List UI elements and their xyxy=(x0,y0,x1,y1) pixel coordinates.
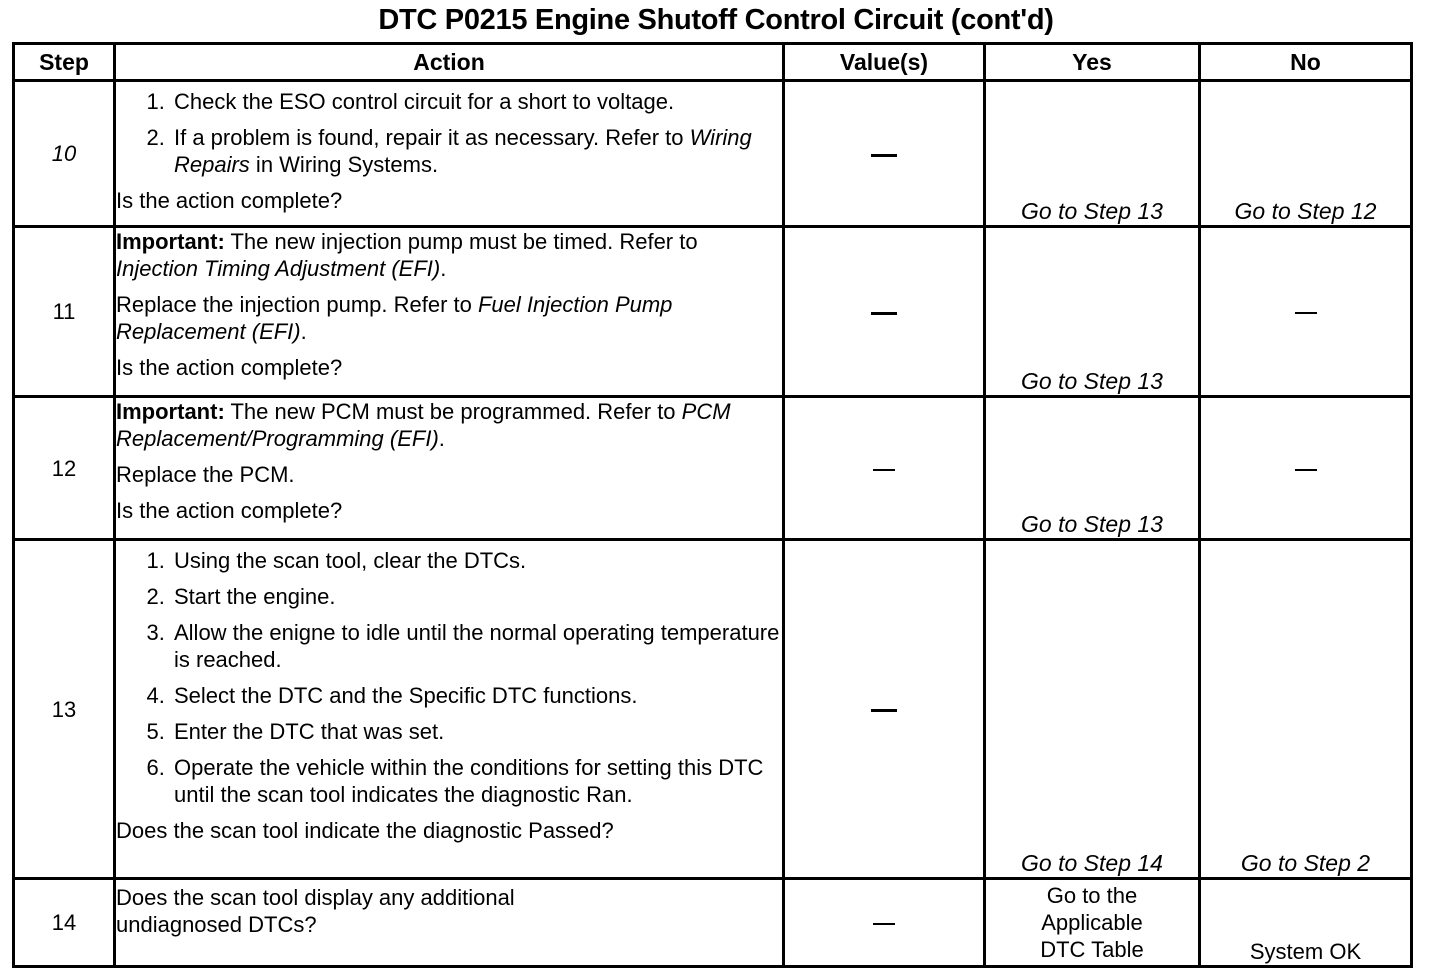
no-dash xyxy=(1295,312,1317,314)
value-cell xyxy=(784,397,985,540)
question-text: Is the action complete? xyxy=(116,355,343,380)
no-cell xyxy=(1200,397,1412,540)
yes-goto[interactable]: Go to Step 14 xyxy=(1021,850,1163,876)
step-number: 13 xyxy=(14,540,115,879)
table-row xyxy=(14,227,1412,397)
action-cell xyxy=(115,227,784,397)
yes-goto[interactable]: Go to Step 13 xyxy=(1021,368,1163,394)
table-row xyxy=(14,81,1412,227)
instruction-text: Replace the injection pump. Refer to Fuel Injection Pump Replacement (EFI). xyxy=(116,292,673,344)
yes-cell xyxy=(985,540,1200,879)
reference-link[interactable]: PCM Replacement/Programming (EFI) xyxy=(116,399,731,451)
value-dash xyxy=(873,923,895,925)
no-dash xyxy=(1295,469,1317,471)
value-cell xyxy=(784,879,985,967)
yes-cell xyxy=(985,879,1200,967)
no-cell xyxy=(1200,227,1412,397)
step-number: 10 xyxy=(14,81,115,227)
step-number: 11 xyxy=(14,227,115,397)
step-number: 14 xyxy=(14,879,115,967)
header-yes: Yes xyxy=(985,44,1200,81)
value-cell xyxy=(784,540,985,879)
question-text: Does the scan tool indicate the diagnostic Passed? xyxy=(116,818,614,843)
list-item: 1. Check the ESO control circuit for a short to voltage. xyxy=(171,88,782,115)
list-item: 4. Select the DTC and the Specific DTC functions. xyxy=(171,682,782,709)
no-cell xyxy=(1200,81,1412,227)
action-cell xyxy=(115,81,784,227)
action-cell xyxy=(115,540,784,879)
question-text: Is the action complete? xyxy=(116,498,343,523)
value-cell xyxy=(784,81,985,227)
value-dash xyxy=(871,709,897,712)
important-note: Important: The new injection pump must be timed. Refer to Injection Timing Adjustment (EFI). xyxy=(116,229,698,281)
yes-cell xyxy=(985,81,1200,227)
header-values: Value(s) xyxy=(784,44,985,81)
no-goto[interactable]: Go to Step 2 xyxy=(1240,850,1371,876)
yes-goto[interactable]: Go to the Applicable DTC Table xyxy=(1040,883,1144,962)
value-cell xyxy=(784,227,985,397)
step-number: 12 xyxy=(14,397,115,540)
table-row xyxy=(14,540,1412,879)
no-cell xyxy=(1200,879,1412,967)
page-title: DTC P0215 Engine Shutoff Control Circuit (cont'd) xyxy=(378,4,1054,36)
no-result: System OK xyxy=(1249,939,1362,964)
header-no: No xyxy=(1200,44,1412,81)
list-item: 2. If a problem is found, repair it as necessary. Refer to Wiring Repairs in Wiring Systems. xyxy=(171,124,782,178)
table-row xyxy=(14,397,1412,540)
table-row xyxy=(14,879,1412,967)
list-item: 2. Start the engine. xyxy=(171,583,782,610)
yes-goto[interactable]: Go to Step 13 xyxy=(1021,511,1163,537)
action-cell xyxy=(115,397,784,540)
value-dash xyxy=(871,154,897,157)
list-item: 3. Allow the enigne to idle until the normal operating temperature is reached. xyxy=(171,619,782,673)
question-text: Is the action complete? xyxy=(116,188,343,213)
table-header-row xyxy=(14,44,1412,81)
header-action: Action xyxy=(115,44,784,81)
important-note: Important: The new PCM must be programmed. Refer to PCM Replacement/Programming (EFI). xyxy=(116,399,731,451)
yes-cell xyxy=(985,227,1200,397)
list-item: 6. Operate the vehicle within the conditions for setting this DTC until the scan tool indicates the diagnostic Ran. xyxy=(171,754,782,808)
list-item: 5. Enter the DTC that was set. xyxy=(171,718,782,745)
value-dash xyxy=(873,469,895,471)
reference-link[interactable]: Wiring Repairs xyxy=(174,125,752,177)
no-cell xyxy=(1200,540,1412,879)
no-goto[interactable]: Go to Step 12 xyxy=(1234,198,1377,224)
diagnostic-table xyxy=(12,42,1413,968)
header-step: Step xyxy=(14,44,115,81)
value-dash xyxy=(871,312,897,315)
instruction-text: Replace the PCM. xyxy=(116,462,295,487)
list-item: 1. Using the scan tool, clear the DTCs. xyxy=(171,547,782,574)
yes-cell xyxy=(985,397,1200,540)
reference-link[interactable]: Fuel Injection Pump Replacement (EFI) xyxy=(116,292,673,344)
yes-goto[interactable]: Go to Step 13 xyxy=(1021,198,1163,224)
action-cell xyxy=(115,879,784,967)
question-text: Does the scan tool display any additional undiagnosed DTCs? xyxy=(116,885,515,937)
reference-link[interactable]: Injection Timing Adjustment (EFI) xyxy=(116,256,441,281)
